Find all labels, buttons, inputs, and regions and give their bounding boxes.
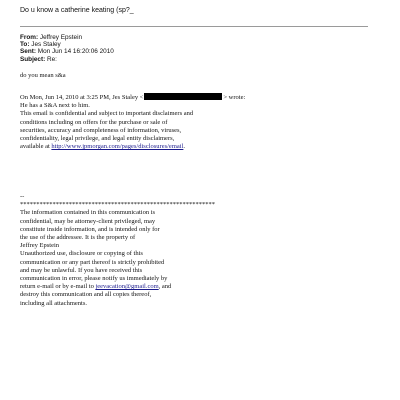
disclaimer-prefix: available at xyxy=(20,143,52,151)
footer-line: Jeffrey Epstein xyxy=(20,242,60,250)
notify-prefix: return e-mail or by e-mail to xyxy=(20,283,96,291)
sent-label: Sent: xyxy=(20,48,36,56)
subject-label: Subject: xyxy=(20,55,46,63)
reply-text: do you mean s&a xyxy=(20,72,66,79)
header-divider xyxy=(20,26,368,27)
disclaimer-line: conditions including on offers for the purchase or sale of xyxy=(20,118,168,126)
quoted-intro-prefix: On Mon, Jun 14, 2010 at 3:25 PM, Jes Staley < xyxy=(20,94,144,101)
footer-line: confidential, may be attorney-client privileged, may xyxy=(20,217,156,225)
email-headers xyxy=(20,34,114,63)
footer-line: including all attachments. xyxy=(20,299,87,307)
disclaimer-suffix: . xyxy=(183,143,185,151)
notify-email-link[interactable]: jeevacation@gmail.com xyxy=(95,283,159,291)
footer-line: destroy this communication and all copies thereof, xyxy=(20,291,152,299)
footer-line: communication or any part thereof is strictly prohibited xyxy=(20,258,165,266)
footer-stars: ************************************************************ xyxy=(20,201,215,209)
footer-line: and may be unlawful. If you have received this xyxy=(20,266,143,274)
quoted-intro xyxy=(20,93,245,102)
to-label: To: xyxy=(20,41,30,49)
quoted-intro-suffix: > wrote: xyxy=(223,94,246,101)
footer-line xyxy=(20,283,215,291)
header-sent xyxy=(20,48,114,55)
to-value: Jes Staley xyxy=(31,41,61,49)
footer-dashes: -- xyxy=(20,193,25,200)
sent-value: Mon Jun 14 16:20:06 2010 xyxy=(37,48,114,56)
footer-line: The information contained in this communication is xyxy=(20,209,156,217)
notify-suffix: , and xyxy=(158,283,172,291)
disclaimer-line: This email is confidential and subject to important disclaimers and xyxy=(20,110,194,118)
header-to xyxy=(20,41,114,48)
quoted-line: He has a S&A next to him. xyxy=(20,102,90,110)
disclaimer-line xyxy=(20,143,245,151)
footer-line: the use of the addressee. It is the property of xyxy=(20,234,136,242)
redaction-bar xyxy=(144,93,222,100)
email-subject-line: Do u know a catherine keating (sp?_ xyxy=(20,7,134,14)
from-label: From: xyxy=(20,34,39,41)
header-subject xyxy=(20,56,114,63)
footer-line: Unauthorized use, disclosure or copying of this xyxy=(20,250,143,258)
footer-line: constitute inside information, and is intended only for xyxy=(20,225,160,233)
footer-line: communication in error, please notify us immediately by xyxy=(20,275,168,283)
from-value: Jeffrey Epstein xyxy=(39,34,83,41)
disclaimer-line: confidentiality, legal privilege, and legal entity disclaimers, xyxy=(20,135,175,143)
confidentiality-footer xyxy=(20,193,215,308)
header-from xyxy=(20,34,114,41)
subject-value: Re: xyxy=(47,55,57,63)
disclaimer-line: securities, accuracy and completeness of information, viruses, xyxy=(20,126,182,134)
disclosures-link[interactable]: http://www.jpmorgan.com/pages/disclosures/email xyxy=(51,143,184,151)
quoted-message xyxy=(20,93,245,151)
